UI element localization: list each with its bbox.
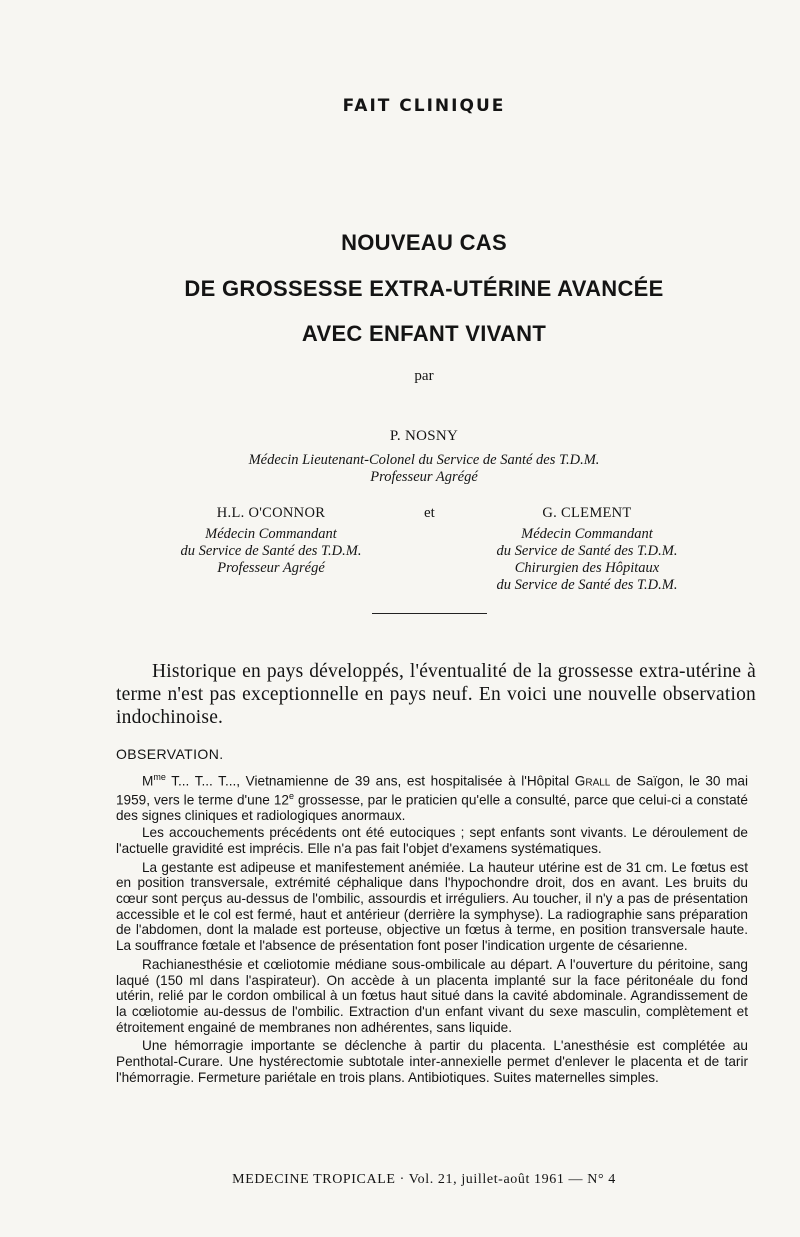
coauthor-left-name: H.L. O'CONNOR [216, 505, 326, 521]
ordinal-sup: e [288, 791, 294, 802]
separator-rule [372, 613, 487, 614]
paragraph-text: T... T... T..., Vietnamienne de 39 ans, est hospitalisée à l'Hôpital [165, 773, 575, 789]
paragraph-text: de Saïgon, le 30 mai 1959, vers le terme d'une 12 [116, 773, 748, 808]
body-paragraph [116, 770, 748, 824]
coauthor-left-line: Médecin Commandant [205, 526, 337, 542]
article-title-line-1: NOUVEAU CAS [341, 230, 507, 255]
coauthor-left-line: du Service de Santé des T.D.M. [180, 543, 362, 559]
title-prefix-sup: me [153, 772, 166, 782]
lead-author-title: Professeur Agrégé [370, 469, 478, 485]
title-prefix: M [142, 773, 154, 789]
section-label: FAIT CLINIQUE [342, 96, 506, 116]
hospital-name: Grall [574, 773, 611, 789]
coauthor-right-line: Chirurgien des Hôpitaux [514, 560, 660, 576]
article-title-line-2: DE GROSSESSE EXTRA-UTÉRINE AVANCÉE [184, 276, 664, 301]
article-title-line-3: AVEC ENFANT VIVANT [301, 321, 547, 346]
coauthor-left [140, 505, 402, 577]
lead-author-name: P. NOSNY [389, 428, 459, 444]
coauthor-right [452, 505, 722, 594]
coauthor-right-name: G. CLEMENT [542, 505, 632, 521]
byline: par [414, 368, 434, 384]
paragraph-text: grossesse, par le praticien qu'elle a consulté, parce que celui-ci a constaté des signes cliniques et radiologiques anormaux. [116, 792, 748, 824]
coauthor-right-line: Médecin Commandant [521, 526, 653, 542]
body-paragraph: Les accouchements précédents ont été eutociques ; sept enfants sont vivants. Le déroulement de l'actuelle gravidité est imprécis. Elle n'a pas fait l'objet d'examens systématiques. [116, 825, 748, 856]
coauthor-right-line: du Service de Santé des T.D.M. [496, 543, 678, 559]
observation-body [116, 770, 748, 1086]
observation-heading: OBSERVATION. [116, 746, 224, 762]
body-paragraph: Une hémorragie importante se déclenche à partir du placenta. L'anesthésie est complétée au Penthotal-Curare. Une hystérectomie subtotale inter-annexielle permet d'enlever le placenta et de tarir l'hémorragie. Fermeture pariétale en trois plans. Antibiotiques. Suites maternelles simples. [116, 1038, 748, 1085]
lead-author-affiliation: Médecin Lieutenant-Colonel du Service de Santé des T.D.M. [248, 452, 600, 468]
coauthor-left-line: Professeur Agrégé [217, 560, 325, 576]
body-paragraph: Rachianesthésie et cœliotomie médiane sous-ombilicale au départ. A l'ouverture du péritoine, sang laqué (150 ml dans l'aspirateur). On accède à un placenta implanté sur la face péritonéale du fond utérin, relié par le cordon ombilical à un fœtus haut situé dans la cavité abdominale. Agrandissement de la cœliotomie au-dessus de l'ombilic. Extraction d'un enfant vivant du sexe masculin, complètement et étroitement engainé de membranes non adhérentes, sans liquide. [116, 956, 748, 1035]
body-paragraph: La gestante est adipeuse et manifestement anémiée. La hauteur utérine est de 31 cm. Le fœtus est en position transversale, extrémité céphalique dans l'hypochondre droit, dos en avant. Les bruits du cœur sont perçus au-dessus de l'ombilic, assourdis et irréguliers. Au toucher, il n'y a pas de présentation accessible et le col est fermé, haut et antérieur (derrière la symphyse). La radiographie sans préparation de l'abdomen, dont la malade est porteuse, objective un fœtus à terme, en position transversale haute. La souffrance fœtale et l'absence de présentation font poser l'indication urgente de césarienne. [116, 859, 748, 954]
coauthor-right-line: du Service de Santé des T.D.M. [496, 577, 678, 593]
journal-footer: MEDECINE TROPICALE · Vol. 21, juillet-août 1961 — N° 4 [232, 1172, 616, 1187]
abstract: Historique en pays développés, l'éventualité de la grossesse extra-utérine à terme n'est pas exceptionnelle en pays neuf. En voici une nouvelle observation indochinoise. [116, 661, 756, 728]
conjunction: et [424, 505, 435, 521]
